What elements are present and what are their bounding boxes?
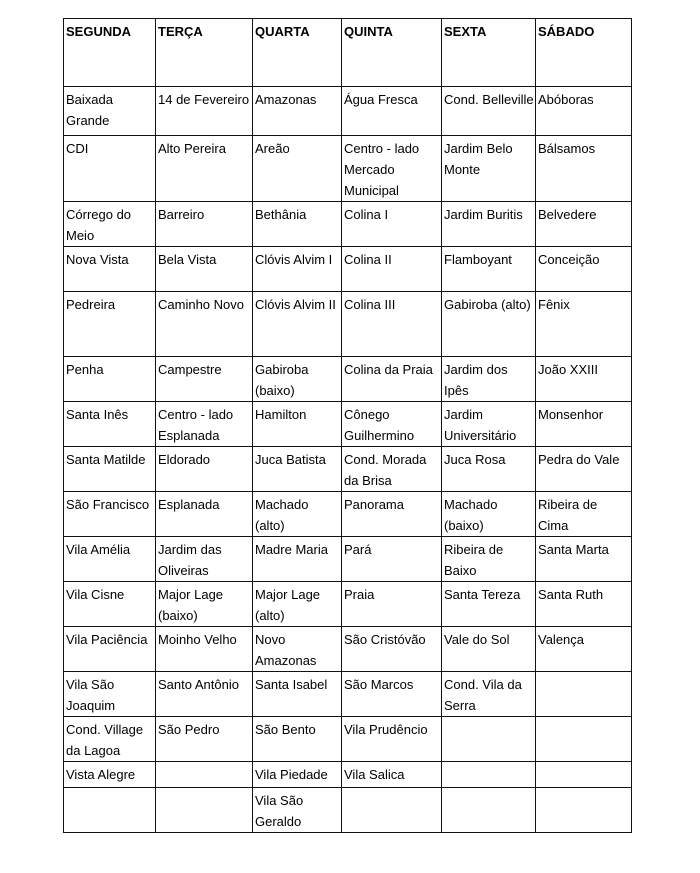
cell-sexta: Cond. Belleville	[442, 87, 536, 136]
cell-quinta: São Cristóvão	[342, 627, 442, 672]
cell-quarta: Vila São Geraldo	[253, 788, 342, 833]
cell-sexta: Santa Tereza	[442, 582, 536, 627]
cell-quarta: Santa Isabel	[253, 672, 342, 717]
cell-segunda: Santa Matilde	[64, 447, 156, 492]
cell-quarta: Major Lage (alto)	[253, 582, 342, 627]
header-row	[64, 19, 632, 87]
cell-segunda: Vila São Joaquim	[64, 672, 156, 717]
cell-segunda: Nova Vista	[64, 247, 156, 292]
table-row	[64, 492, 632, 537]
cell-segunda: Santa Inês	[64, 402, 156, 447]
cell-terca: Santo Antônio	[156, 672, 253, 717]
cell-terca: Caminho Novo	[156, 292, 253, 357]
cell-terca: Esplanada	[156, 492, 253, 537]
cell-segunda: Córrego do Meio	[64, 202, 156, 247]
cell-sexta	[442, 788, 536, 833]
cell-quinta: Colina II	[342, 247, 442, 292]
cell-quarta: Vila Piedade	[253, 762, 342, 788]
cell-segunda: Vista Alegre	[64, 762, 156, 788]
cell-sexta: Ribeira de Baixo	[442, 537, 536, 582]
cell-segunda: Cond. Village da Lagoa	[64, 717, 156, 762]
table-row	[64, 87, 632, 136]
cell-segunda: Penha	[64, 357, 156, 402]
cell-sabado: Pedra do Vale	[536, 447, 632, 492]
table-row	[64, 537, 632, 582]
cell-sabado: Bálsamos	[536, 136, 632, 202]
cell-sabado	[536, 762, 632, 788]
table-row	[64, 292, 632, 357]
cell-terca	[156, 762, 253, 788]
cell-quarta: Machado (alto)	[253, 492, 342, 537]
cell-quarta: São Bento	[253, 717, 342, 762]
cell-sexta: Machado (baixo)	[442, 492, 536, 537]
table-row	[64, 788, 632, 833]
cell-sabado: Monsenhor	[536, 402, 632, 447]
cell-quinta: Colina III	[342, 292, 442, 357]
cell-sabado: João XXIII	[536, 357, 632, 402]
table-row	[64, 447, 632, 492]
cell-terca: Campestre	[156, 357, 253, 402]
header-sexta: SEXTA	[442, 19, 536, 87]
cell-terca: Bela Vista	[156, 247, 253, 292]
cell-terca: Centro - lado Esplanada	[156, 402, 253, 447]
cell-quinta: Colina I	[342, 202, 442, 247]
cell-terca: Barreiro	[156, 202, 253, 247]
cell-segunda	[64, 788, 156, 833]
cell-sabado	[536, 717, 632, 762]
cell-segunda: CDI	[64, 136, 156, 202]
cell-quinta	[342, 788, 442, 833]
table-row	[64, 627, 632, 672]
header-sabado: SÁBADO	[536, 19, 632, 87]
cell-quinta: Colina da Praia	[342, 357, 442, 402]
cell-sabado: Fênix	[536, 292, 632, 357]
cell-quarta: Juca Batista	[253, 447, 342, 492]
cell-sabado: Santa Marta	[536, 537, 632, 582]
cell-sexta: Cond. Vila da Serra	[442, 672, 536, 717]
cell-quarta: Areão	[253, 136, 342, 202]
cell-sexta: Vale do Sol	[442, 627, 536, 672]
cell-terca: São Pedro	[156, 717, 253, 762]
cell-sexta: Gabiroba (alto)	[442, 292, 536, 357]
cell-sexta	[442, 717, 536, 762]
cell-segunda: Vila Paciência	[64, 627, 156, 672]
cell-quinta: Vila Prudêncio	[342, 717, 442, 762]
cell-sexta: Jardim dos Ipês	[442, 357, 536, 402]
cell-sexta: Jardim Buritis	[442, 202, 536, 247]
cell-terca: Eldorado	[156, 447, 253, 492]
cell-quinta: Água Fresca	[342, 87, 442, 136]
cell-terca: Major Lage (baixo)	[156, 582, 253, 627]
cell-quarta: Clóvis Alvim I	[253, 247, 342, 292]
cell-quarta: Hamilton	[253, 402, 342, 447]
table-row	[64, 357, 632, 402]
cell-terca: Alto Pereira	[156, 136, 253, 202]
cell-quarta: Amazonas	[253, 87, 342, 136]
cell-quarta: Gabiroba (baixo)	[253, 357, 342, 402]
table-row	[64, 202, 632, 247]
cell-sabado: Santa Ruth	[536, 582, 632, 627]
cell-sabado: Ribeira de Cima	[536, 492, 632, 537]
schedule-table	[63, 18, 632, 833]
cell-segunda: Vila Amélia	[64, 537, 156, 582]
cell-quarta: Novo Amazonas	[253, 627, 342, 672]
cell-quarta: Clóvis Alvim II	[253, 292, 342, 357]
header-segunda: SEGUNDA	[64, 19, 156, 87]
cell-sabado	[536, 672, 632, 717]
cell-quinta: Vila Salica	[342, 762, 442, 788]
cell-quarta: Madre Maria	[253, 537, 342, 582]
cell-terca: Moinho Velho	[156, 627, 253, 672]
table-row	[64, 762, 632, 788]
cell-segunda: Pedreira	[64, 292, 156, 357]
cell-quinta: Centro - lado Mercado Municipal	[342, 136, 442, 202]
table-row	[64, 717, 632, 762]
cell-quinta: Cond. Morada da Brisa	[342, 447, 442, 492]
cell-sabado: Belvedere	[536, 202, 632, 247]
cell-terca: 14 de Fevereiro	[156, 87, 253, 136]
cell-quinta: Cônego Guilhermino	[342, 402, 442, 447]
cell-segunda: Vila Cisne	[64, 582, 156, 627]
cell-sabado: Abóboras	[536, 87, 632, 136]
table-row	[64, 402, 632, 447]
cell-quarta: Bethânia	[253, 202, 342, 247]
cell-quinta: Panorama	[342, 492, 442, 537]
cell-terca: Jardim das Oliveiras	[156, 537, 253, 582]
cell-sexta: Jardim Belo Monte	[442, 136, 536, 202]
table-row	[64, 582, 632, 627]
cell-sexta	[442, 762, 536, 788]
table-row	[64, 247, 632, 292]
cell-segunda: Baixada Grande	[64, 87, 156, 136]
cell-terca	[156, 788, 253, 833]
cell-quinta: São Marcos	[342, 672, 442, 717]
header-quarta: QUARTA	[253, 19, 342, 87]
cell-sabado	[536, 788, 632, 833]
cell-sabado: Conceição	[536, 247, 632, 292]
cell-segunda: São Francisco	[64, 492, 156, 537]
header-quinta: QUINTA	[342, 19, 442, 87]
table-row	[64, 136, 632, 202]
cell-sexta: Flamboyant	[442, 247, 536, 292]
header-terca: TERÇA	[156, 19, 253, 87]
cell-sabado: Valença	[536, 627, 632, 672]
cell-quinta: Pará	[342, 537, 442, 582]
cell-sexta: Jardim Universitário	[442, 402, 536, 447]
schedule-body	[64, 87, 632, 833]
cell-quinta: Praia	[342, 582, 442, 627]
table-row	[64, 672, 632, 717]
cell-sexta: Juca Rosa	[442, 447, 536, 492]
